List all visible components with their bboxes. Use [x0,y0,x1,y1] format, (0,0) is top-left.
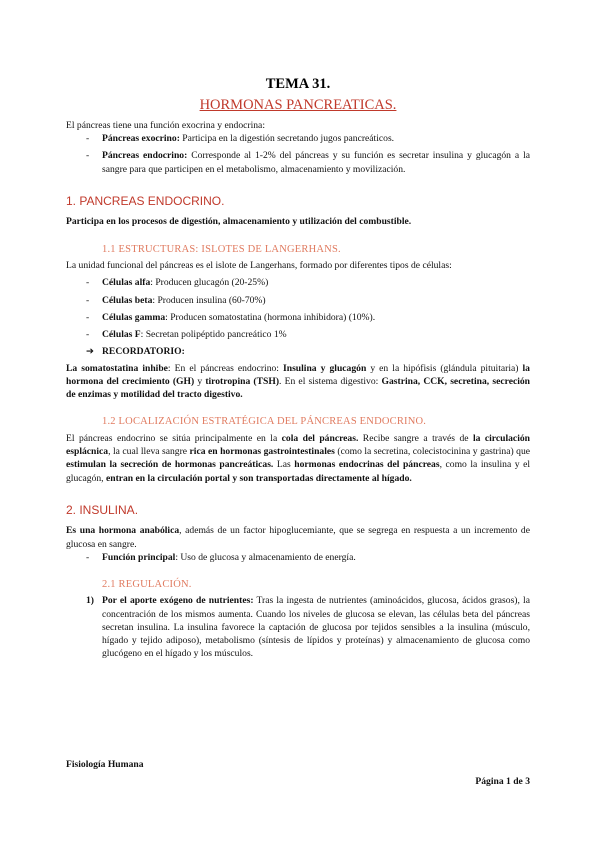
text-run: Recibe sangre a través de [358,432,473,444]
reminder-label: RECORDATORIO: [102,346,185,358]
reminder-paragraph [66,362,530,402]
text-run: . En el sistema digestivo: [279,375,382,387]
paragraph: La unidad funcional del páncreas es el islote de Langerhans, formado por diferentes tipos de células: [66,260,452,272]
section-lead [66,215,530,228]
item-number: 1) [86,595,94,607]
item-label: Células beta [102,294,153,306]
intro-list [66,132,530,176]
item-label: Por el aporte exógeno de nutrientes: [102,595,254,607]
text-run: hormonas endocrinas del páncreas [294,459,440,471]
list-item [66,311,530,324]
item-text: Tras la ingesta de nutrientes (aminoácidos, glucosa, ácidos grasos), la concentración de los mismos aumenta. Cuando los niveles de glucosa se elevan, las células beta del páncreas secretan insulina. La insulina favorece la captación de glucosa por tejidos sensibles a la insulina (músculo, hígado y tejido adiposo), metabolismo (síntesis de lípidos y proteínas) y almacenamiento de glucosa como glucógeno en el hígado y los músculos. [102,595,530,660]
list-item [66,276,530,289]
dash-bullet: - [86,133,90,145]
text-run: la hormona del crecimiento (GH) [66,362,530,387]
paragraph [66,524,530,550]
text-run: y en la hipófisis (glándula pituitaria) [366,362,523,374]
section-lead-text: Participa en los procesos de digestión, almacenamiento y utilización del combustible. [66,216,412,228]
section-heading: 2. INSULINA. [66,502,139,517]
list-item [66,149,530,175]
item-label: Función principal [102,551,176,563]
text-run: , la cual lleva sangre [108,446,190,458]
item-text: : Producen glucagón (20-25%) [150,277,269,289]
cell-types-list [66,276,530,341]
function-list [66,551,530,564]
item-text: : Producen insulina (60-70%) [152,294,266,306]
footer-course: Fisiología Humana [66,759,144,770]
list-item [66,294,530,307]
text-run: , además de un factor hipoglucemiante, que se segrega en respuesta a un incremento de glucosa en sangre. [66,525,530,550]
text-run: estimulan la secreción de hormonas pancreáticas. [66,459,274,471]
subsection-heading: 1.2 LOCALIZACIÓN ESTRATÉGICA DEL PÁNCREAS ENDOCRINO. [102,416,427,428]
item-label: Células gamma [102,311,166,323]
list-item [66,328,530,341]
page-number: Página 1 de 3 [475,776,530,787]
text-run: tirotropina (TSH) [205,375,280,387]
dash-bullet: - [86,277,90,289]
text-run: entran en la circulación portal y son transportadas directamente al hígado. [105,472,412,484]
text-run: Las [273,459,295,471]
text-run: y [194,375,206,387]
section-heading: 1. PANCREAS ENDOCRINO. [66,193,225,208]
text-run: rica en hormonas gastrointestinales [189,446,335,458]
text-run: la circulación esplácnica [66,432,530,458]
list-item [66,551,530,564]
item-label: Páncreas exocrino: [102,133,180,145]
dash-bullet: - [86,329,90,341]
document-page [66,74,530,661]
subsection-heading: 1.1 ESTRUCTURAS: ISLOTES DE LANGERHANS. [102,243,341,255]
dash-bullet: - [86,294,90,306]
item-text: Corresponde al 1-2% del páncreas y su función es secretar insulina y glucagón a la sangre para que participen en el metabolismo, almacenamiento y movilización. [102,150,530,175]
text-run: (como la secretina, colecistocinina y gastrina) que [334,446,530,458]
text-run: cola del páncreas. [281,432,359,444]
item-text: : Uso de glucosa y almacenamiento de energía. [175,551,356,563]
page-subtitle: HORMONAS PANCREATICAS. [199,97,397,113]
item-text: Participa en la digestión secretando jugos pancreáticos. [179,133,395,145]
item-text: : Secretan polipéptido pancreático 1% [140,329,287,341]
list-item [66,132,530,145]
text-run: , como la insulina y el glucagón, [66,459,531,484]
item-label: Células F [102,329,141,341]
subsection-heading: 2.1 REGULACIÓN. [102,578,192,590]
dash-bullet: - [86,551,90,563]
page-title: TEMA 31. [265,76,331,92]
text-run: La somatostatina inhibe [66,362,168,374]
list-item [66,594,530,660]
reminder-heading [66,345,530,358]
text-run: Insulina y glucagón [283,362,367,374]
item-text: : Producen somatostatina (hormona inhibidora) (10%). [165,311,376,323]
item-label: Células alfa [102,277,151,289]
dash-bullet: - [86,311,90,323]
text-run: Es una hormona anabólica [66,525,180,537]
dash-bullet: - [86,150,90,162]
text-run: Gastrina, CCK, secretina, secreción de enzimas y motilidad del tracto digestivo. [66,375,531,401]
arrow-icon: ➔ [86,346,95,358]
intro-text: El páncreas tiene una función exocrina y endocrina: [66,120,265,131]
regulation-list [66,594,530,660]
paragraph [66,432,530,485]
text-run: El páncreas endocrino se sitúa principalmente en la [66,432,282,444]
text-run: : En el páncreas endocrino: [167,362,283,374]
item-label: Páncreas endocrino: [102,150,188,162]
